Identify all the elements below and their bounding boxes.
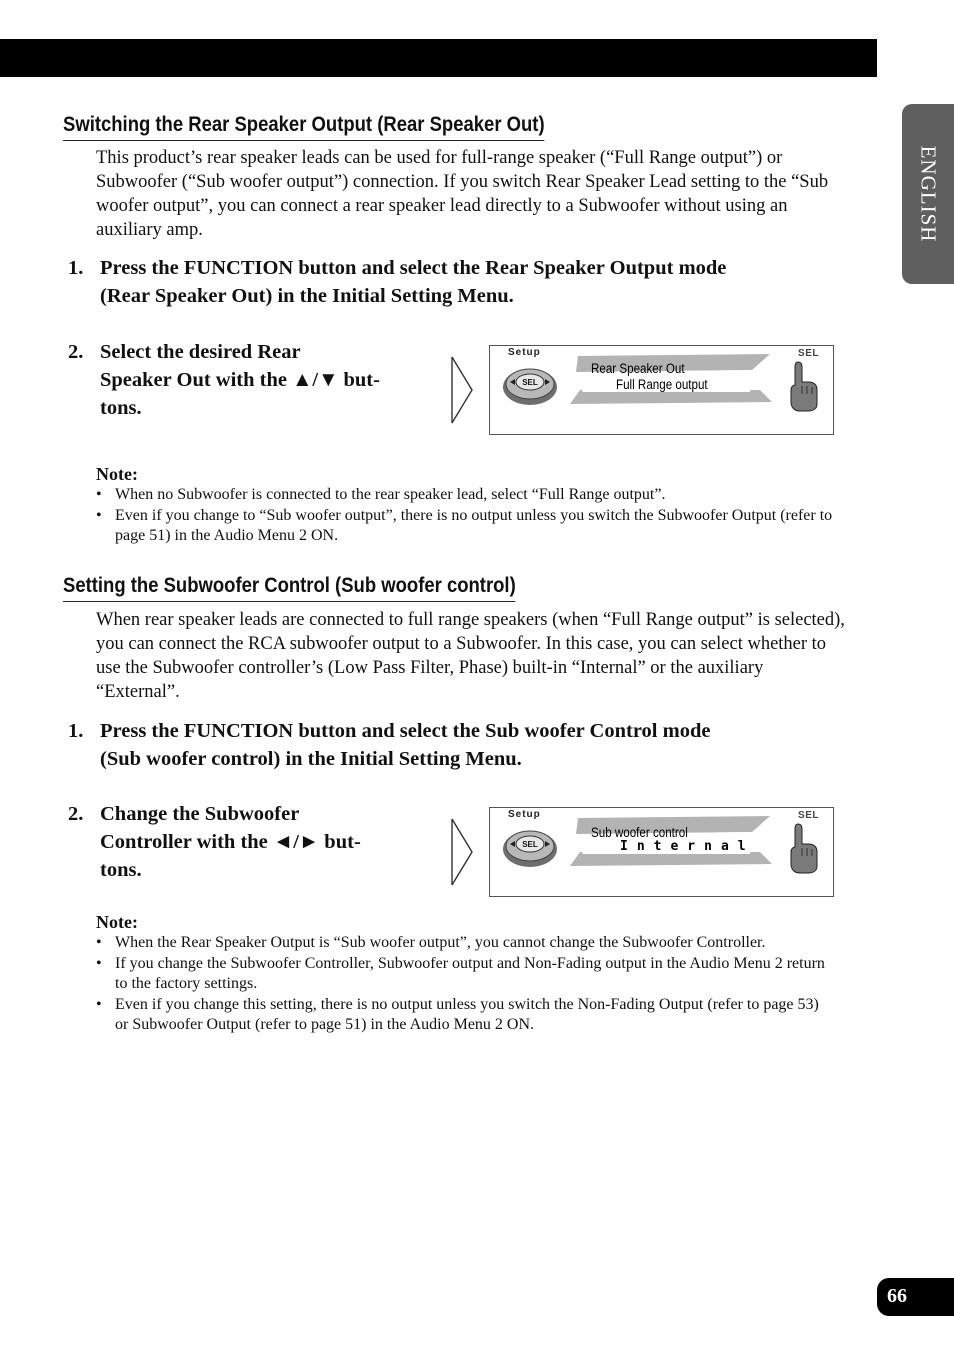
setup-label: Setup <box>508 809 541 820</box>
note-item: • If you change the Subwoofer Controller, Subwoofer output and Non-Fading output in the Audio Menu 2 return to the factory settings. <box>96 954 836 995</box>
page-number: 66 <box>887 1285 907 1307</box>
lcd-line1: Rear Speaker Out <box>591 361 685 376</box>
pointing-hand-icon <box>786 822 820 874</box>
section1-intro: This product’s rear speaker leads can be used for full-range speaker (“Full Range output”) or Subwoofer (“Sub woofer output”) connection. If you switch Rear Speaker Lead setting to the “Sub woofer output”, you can connect a rear speaker lead directly to a Subwoofer without using an auxiliary amp. <box>96 148 829 240</box>
step-text-line1: Press the FUNCTION button and select the Rear Speaker Output mode <box>100 257 727 279</box>
note-item: • Even if you change to “Sub woofer output”, there is no output unless you switch the Subwoofer Output (refer to page 51) in the Audio Menu 2 ON. <box>96 506 836 547</box>
section1-heading: Switching the Rear Speaker Output (Rear Speaker Out) <box>63 113 545 141</box>
note-item: • Even if you change this setting, there is no output unless you switch the Non-Fading Output (refer to page 53) or Subwoofer Output (refer to page 51) in the Audio Menu 2 ON. <box>96 995 836 1036</box>
sel-label: SEL <box>798 348 819 359</box>
lcd-line2: Internal <box>620 839 755 854</box>
section1-note-title: Note: <box>96 464 138 484</box>
step-text-line2: Controller with the ◄/► but- <box>100 831 361 853</box>
note-item: • When the Rear Speaker Output is “Sub woofer output”, you cannot change the Subwoofer Controller. <box>96 933 836 954</box>
pointer-arrow-icon <box>450 817 474 887</box>
step-text-line1: Press the FUNCTION button and select the Sub woofer Control mode <box>100 720 711 742</box>
step-text-line2: (Sub woofer control) in the Initial Setting Menu. <box>100 748 522 770</box>
step-number: 2. <box>68 341 84 363</box>
step-text-line2: Speaker Out with the ▲/▼ but- <box>100 369 380 391</box>
step-text-line3: tons. <box>100 859 142 881</box>
lcd-line1: Sub woofer control <box>591 825 688 840</box>
top-header-bar <box>0 39 877 77</box>
note-item: • When no Subwoofer is connected to the rear speaker lead, select “Full Range output”. <box>96 485 836 506</box>
section2-note-title: Note: <box>96 912 138 932</box>
sel-knob-icon <box>502 826 558 868</box>
lcd-display-subwoofer-control <box>489 807 834 897</box>
svg-text:SEL: SEL <box>522 378 538 387</box>
language-tab <box>902 104 954 284</box>
step-text-line3: tons. <box>100 397 142 419</box>
lcd-display-rear-speaker <box>489 345 834 435</box>
step-text-line1: Change the Subwoofer <box>100 803 300 825</box>
pointing-hand-icon <box>786 360 820 412</box>
section2-intro: When rear speaker leads are connected to full range speakers (when “Full Range output” is selected), you can connect the RCA subwoofer output to a Subwoofer. In this case, you can select whether to use the Subwoofer controller’s (Low Pass Filter, Phase) built-in “Internal” or the auxiliary “External”. <box>96 610 845 702</box>
step-number: 2. <box>68 803 84 825</box>
sel-label: SEL <box>798 810 819 821</box>
pointer-arrow-icon <box>450 355 474 425</box>
section1-notes <box>96 485 836 547</box>
step-text-line2: (Rear Speaker Out) in the Initial Setting Menu. <box>100 285 514 307</box>
page-number-tab <box>877 1278 954 1316</box>
step-number: 1. <box>68 720 84 742</box>
section2-notes <box>96 933 836 1036</box>
section2-heading: Setting the Subwoofer Control (Sub woofer control) <box>63 574 516 602</box>
sel-knob-icon <box>502 364 558 406</box>
svg-text:SEL: SEL <box>522 840 538 849</box>
setup-label: Setup <box>508 347 541 358</box>
step-number: 1. <box>68 257 84 279</box>
lcd-line2: Full Range output <box>616 377 708 392</box>
step-text-line1: Select the desired Rear <box>100 341 301 363</box>
language-label: ENGLISH <box>916 145 941 243</box>
